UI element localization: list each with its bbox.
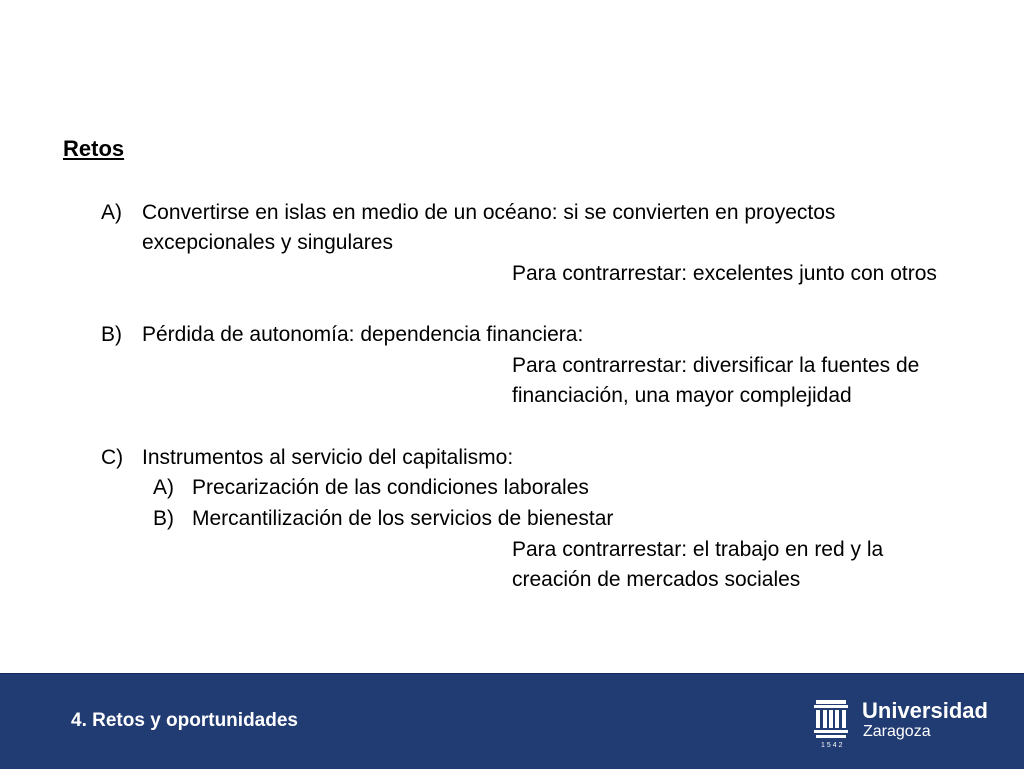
- item-b-counter-line-2: financiación, una mayor complejidad: [512, 384, 852, 407]
- subitem-a-marker: A): [153, 476, 174, 499]
- logo-year: 1542: [821, 742, 845, 749]
- item-b-line-1: Pérdida de autonomía: dependencia financiera:: [142, 323, 584, 346]
- footer-section-title: 4. Retos y oportunidades: [71, 710, 298, 731]
- university-crest-icon: [814, 700, 848, 742]
- logo-name: Universidad: [862, 698, 988, 723]
- subitem-b-text: Mercantilización de los servicios de bienestar: [192, 507, 614, 530]
- item-b-counter-line-1: Para contrarrestar: diversificar la fuentes de: [512, 354, 920, 377]
- section-heading: Retos: [63, 136, 125, 161]
- item-c-counter-line-2: creación de mercados sociales: [512, 568, 801, 591]
- footer-bar: [0, 673, 1024, 769]
- subitem-a-text: Precarización de las condiciones laborales: [192, 476, 589, 499]
- item-c-line-1: Instrumentos al servicio del capitalismo:: [142, 446, 514, 469]
- item-c-counter-line-1: Para contrarrestar: el trabajo en red y la: [512, 538, 884, 561]
- item-b-marker: B): [101, 323, 122, 346]
- item-c-marker: C): [101, 446, 124, 469]
- university-logo: [814, 698, 994, 752]
- subitem-b-marker: B): [153, 507, 174, 530]
- item-a-line-1: Convertirse en islas en medio de un océano: si se convierten en proyectos: [142, 201, 836, 224]
- item-a-marker: A): [101, 201, 122, 224]
- item-a-counter-line-1: Para contrarrestar: excelentes junto con otros: [512, 262, 937, 285]
- logo-city: Zaragoza: [863, 723, 931, 740]
- item-a-line-2: excepcionales y singulares: [142, 231, 393, 254]
